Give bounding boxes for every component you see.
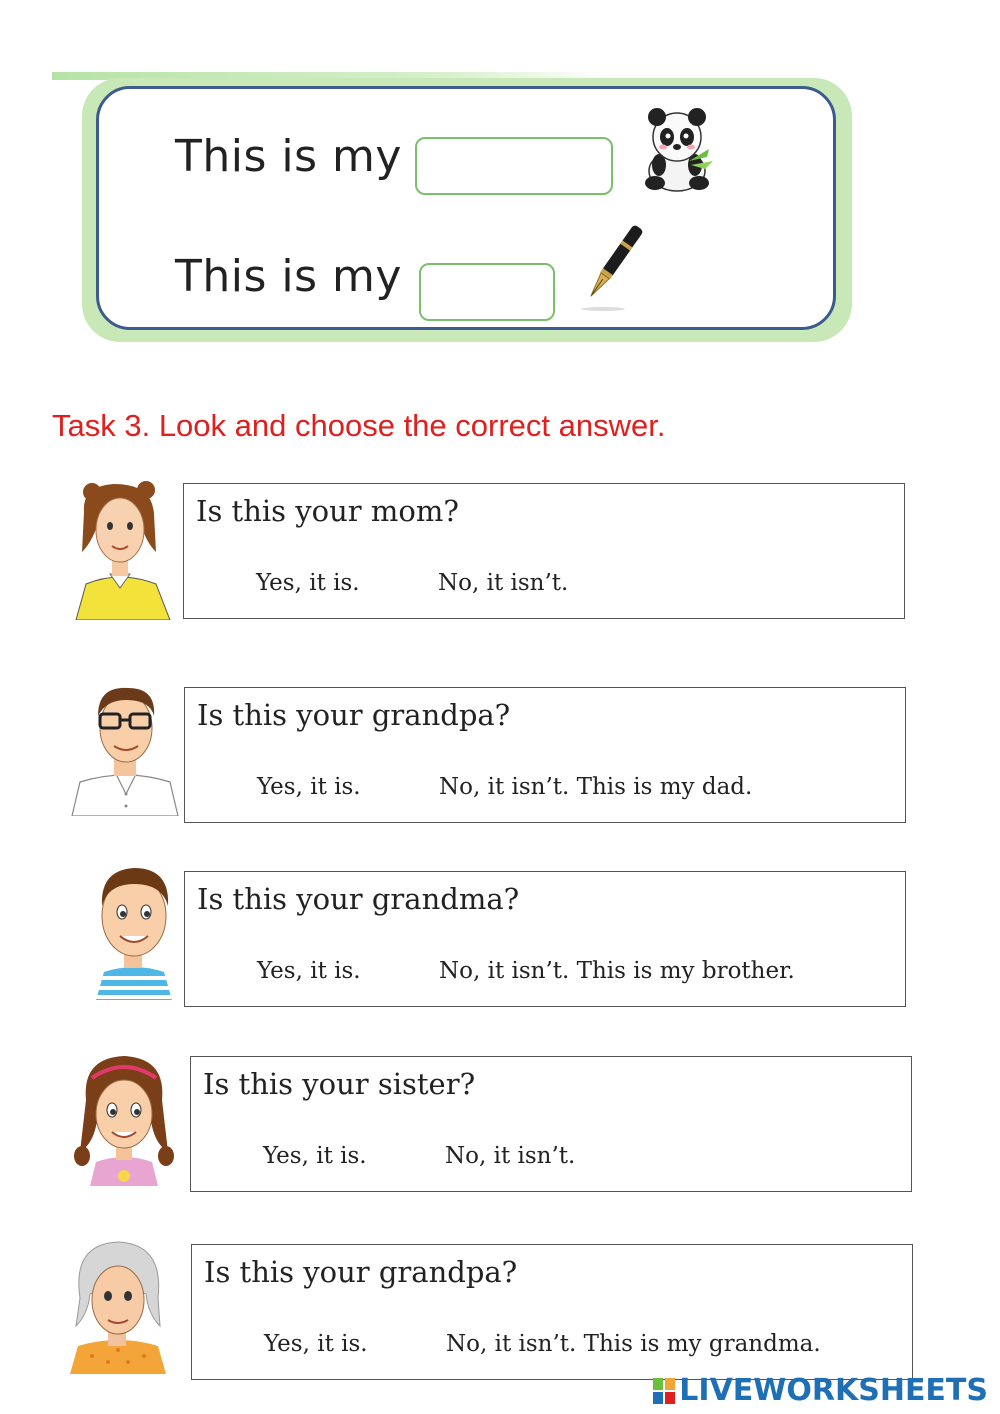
option-no[interactable]: No, it isn’t. (438, 570, 569, 596)
woman-avatar-icon (70, 478, 174, 620)
boy-avatar-icon (92, 864, 176, 1000)
girl-avatar-icon (72, 1052, 176, 1186)
answer-blank-2[interactable] (419, 263, 555, 321)
question-card-1 (183, 483, 905, 619)
option-yes[interactable]: Yes, it is. (264, 1331, 368, 1357)
vocabulary-card (82, 78, 852, 342)
question-text: Is this your grandpa? (197, 698, 511, 732)
sentence-1-text: This is my (175, 131, 402, 182)
option-no[interactable]: No, it isn’t. (445, 1143, 576, 1169)
grandmother-avatar-icon (68, 1238, 168, 1374)
question-text: Is this your grandma? (197, 882, 520, 916)
option-yes[interactable]: Yes, it is. (256, 570, 360, 596)
option-no[interactable]: No, it isn’t. This is my brother. (439, 958, 795, 984)
option-no[interactable]: No, it isn’t. This is my dad. (439, 774, 753, 800)
liveworksheets-logo-icon (653, 1378, 675, 1404)
question-text: Is this your mom? (196, 494, 459, 528)
task-title: Task 3. Look and choose the correct answer. (52, 408, 666, 443)
watermark-text: LIVEWORKSHEETS (679, 1373, 988, 1408)
option-yes[interactable]: Yes, it is. (257, 958, 361, 984)
answer-blank-1[interactable] (415, 137, 613, 195)
question-text: Is this your grandpa? (204, 1255, 518, 1289)
question-card-2 (184, 687, 906, 823)
liveworksheets-watermark (653, 1373, 988, 1408)
question-card-3 (184, 871, 906, 1007)
option-yes[interactable]: Yes, it is. (257, 774, 361, 800)
question-text: Is this your sister? (203, 1067, 476, 1101)
man-avatar-icon (70, 682, 180, 816)
option-yes[interactable]: Yes, it is. (263, 1143, 367, 1169)
question-card-4 (190, 1056, 912, 1192)
panda-icon (635, 105, 719, 193)
sentence-2-text: This is my (175, 251, 402, 302)
option-no[interactable]: No, it isn’t. This is my grandma. (446, 1331, 821, 1357)
vocabulary-card-inner (96, 86, 836, 330)
question-card-5 (191, 1244, 913, 1380)
fountain-pen-icon (577, 217, 647, 315)
